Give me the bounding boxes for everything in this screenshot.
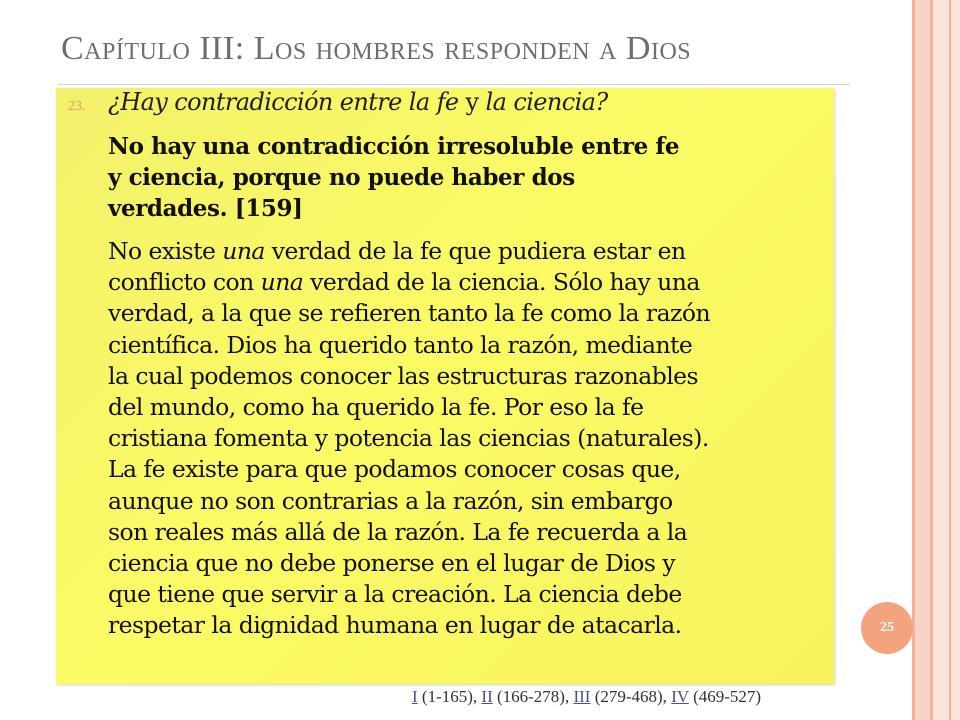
answer-summary-line: y ciencia, porque no puede haber dos xyxy=(108,164,575,191)
explanation-text: verdad de la ciencia. Sólo hay una xyxy=(303,268,700,297)
explanation-line xyxy=(108,610,830,641)
decorative-stripe xyxy=(949,0,951,720)
question-text xyxy=(108,87,828,117)
explanation-line xyxy=(108,454,830,485)
part-link-i[interactable]: I xyxy=(412,687,418,706)
explanation-line xyxy=(108,548,830,579)
part-range: (1-165), xyxy=(417,687,482,706)
emphasized-word: una xyxy=(260,268,304,297)
explanation-line xyxy=(108,330,830,361)
part-link-ii[interactable]: II xyxy=(481,687,493,706)
footer-navigation xyxy=(412,687,852,707)
answer-summary-line: No hay una contradicción irresoluble entre fe xyxy=(108,133,680,160)
explanation-text: verdad de la fe que pudiera estar en xyxy=(264,237,686,265)
part-link-iii[interactable]: III xyxy=(573,687,591,706)
explanation-text: científica. Dios ha querido tanto la razón, mediante xyxy=(108,330,693,359)
decorative-stripe xyxy=(933,0,960,720)
emphasized-word: una xyxy=(222,237,265,265)
explanation-text: No existe xyxy=(108,237,223,265)
explanation-line xyxy=(108,267,830,298)
question-text-part: la ciencia? xyxy=(485,88,608,116)
title-divider xyxy=(58,84,850,85)
page-number-badge: 25 xyxy=(861,602,913,654)
explanation-line xyxy=(108,517,830,548)
question-text-part: y xyxy=(458,88,486,116)
explanation-line xyxy=(108,392,830,423)
part-range: (469-527) xyxy=(688,687,762,706)
question-number: 23. xyxy=(68,99,86,114)
explanation-text: conflicto con xyxy=(108,268,261,297)
explanation-line xyxy=(108,361,830,392)
slide-title: Capítulo III: Los hombres responden a Dios xyxy=(61,30,692,67)
explanation-text: verdad, a la que se refieren tanto la fe como la razón xyxy=(108,299,711,328)
explanation-text: que tiene que servir a la creación. La ciencia debe xyxy=(108,580,682,609)
explanation-line xyxy=(108,423,830,454)
explanation-text: respetar la dignidad humana en lugar de atacarla. xyxy=(108,611,682,640)
answer-summary xyxy=(108,131,823,224)
part-link-iv[interactable]: IV xyxy=(671,687,689,706)
explanation-line xyxy=(108,236,830,267)
explanation-line xyxy=(108,486,830,517)
explanation-text: cristiana fomenta y potencia las ciencias (naturales). xyxy=(108,424,709,453)
explanation-text: son reales más allá de la razón. La fe recuerda a la xyxy=(108,517,688,546)
question-text-part: ¿Hay contradicción entre la fe xyxy=(108,88,459,116)
explanation-text: la cual podemos conocer las estructuras razonables xyxy=(108,361,699,390)
explanation-text: ciencia que no debe ponerse en el lugar de Dios y xyxy=(108,549,676,578)
part-range: (279-468), xyxy=(590,687,672,706)
answer-summary-line: verdades. [159] xyxy=(108,195,303,222)
decorative-stripe xyxy=(915,0,930,720)
explanation-text: aunque no son contrarias a la razón, sin embargo xyxy=(108,486,673,515)
explanation-line xyxy=(108,298,830,329)
answer-explanation xyxy=(108,236,830,642)
explanation-text: del mundo, como ha querido la fe. Por eso la fe xyxy=(108,393,644,422)
explanation-text: La fe existe para que podamos conocer cosas que, xyxy=(108,455,681,484)
explanation-line xyxy=(108,579,830,610)
part-range: (166-278), xyxy=(492,687,574,706)
